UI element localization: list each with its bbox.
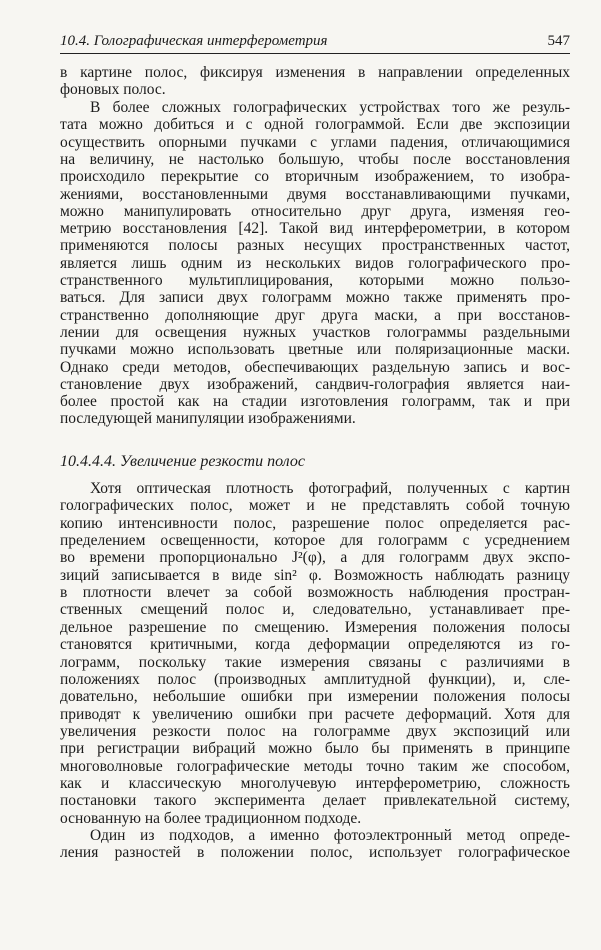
text-line: Хотя оптическая плотность фотографий, полученных с картин: [90, 480, 570, 497]
text-line: осуществить опорными пучками с углами падения, отличающимися: [60, 133, 570, 151]
text-line: положениях полос (производных амплитудной функции), и, сле-: [60, 670, 570, 688]
text-line: ваться. Для записи двух голограмм можно также применять про-: [60, 289, 570, 307]
text-line: пределением освещенности, которое для голограмм с усреднением: [60, 532, 570, 550]
text-line: многоволновые голографические методы точно таким же способом,: [60, 757, 570, 775]
text-line: пучками можно использовать цветные или поляризационные маски.: [60, 341, 570, 359]
text-line: является лишь одним из нескольких видов голографического про-: [60, 254, 570, 272]
text-line: странственно дополняющие друг друга маски, а при восстанов-: [60, 306, 570, 324]
text-line: лении для освещения нужных участков голограммы раздельными: [60, 323, 570, 341]
text-line: фоновых полос.: [60, 81, 166, 98]
text-line: приводят к увеличению ошибки при расчете деформаций. Хотя для: [60, 705, 570, 723]
text-line: основанную на более традиционном подходе.: [60, 809, 362, 827]
text-line: применяются полосы разных несущих пространственных частот,: [60, 237, 570, 255]
section-heading: 10.4.4.4. Увеличение резкости полос: [60, 453, 305, 470]
text-line: происходило перекрытие со вторичным изображением, то изобра-: [60, 168, 570, 186]
running-header: [60, 33, 570, 54]
running-header-title: 10.4. Голографическая интерферометрия: [60, 33, 328, 49]
text-line: лограмм, поскольку такие измерения связаны с различиями в: [60, 653, 570, 671]
text-line: на величину, не настолько большую, чтобы после восстановления: [60, 150, 570, 168]
text-line: дельное разрешение по смещению. Измерения положения полосы: [60, 618, 570, 636]
text-line: в картине полос, фиксируя изменения в направлении определенных: [60, 64, 570, 81]
text-line: при регистрации вибраций можно было бы применять в принципе: [60, 740, 570, 758]
text-line: можно манипулировать относительно друг друга, изменяя гео-: [60, 202, 570, 220]
text-line: становление двух изображений, сандвич-голография является наи-: [60, 375, 570, 393]
text-line: более простой как на стадии изготовления голограмм, так и при: [60, 393, 570, 411]
text-line: жениями, восстановленными двумя восстанавливающими пучками,: [60, 185, 570, 203]
text-line: странственного мультиплицирования, которыми можно пользо-: [60, 272, 570, 289]
text-line: Один из подходов, а именно фотоэлектронный метод опреде-: [90, 827, 570, 844]
text-line: ственных смещений полос и, следовательно, устанавливает пре-: [60, 601, 570, 619]
text-line: в плотности влечет за собой возможность наблюдения простран-: [60, 584, 570, 602]
text-line: становятся критичными, когда деформации определяются из го-: [60, 636, 570, 654]
text-line: зиций записывается в виде sin² φ. Возможность наблюдать разницу: [60, 566, 570, 584]
text-line: увеличения резкости полос на голограмме двух экспозиций или: [60, 722, 570, 740]
text-line: Однако среди методов, обеспечивающих раздельную запись и вос-: [60, 358, 570, 376]
text-line: голографических полос, может и не представлять собой точную: [60, 497, 570, 515]
text-line: тата можно добиться и с одной голограммой. Если две экспозиции: [60, 116, 570, 134]
text-line: копию интенсивности полос, разрешение полос определяется рас-: [60, 514, 570, 532]
text-line: постановки такого эксперимента делает привлекательной систему,: [60, 792, 570, 810]
text-line: последующей манипуляции изображениями.: [60, 410, 356, 428]
text-line: ления разностей в положении полос, использует голографическое: [60, 844, 570, 862]
text-line: метрию восстановления [42]. Такой вид интерферометрии, в котором: [60, 220, 570, 238]
text-line: во времени пропорционально J²(φ), а для голограмм двух экспо-: [60, 549, 570, 567]
text-line: довательно, небольшие ошибки при измерении положения полосы: [60, 688, 570, 706]
text-line: как и классическую многолучевую интерферометрию, сложность: [60, 774, 570, 792]
page-number: 547: [547, 33, 570, 49]
text-line: В более сложных голографических устройствах того же резуль-: [90, 99, 570, 116]
